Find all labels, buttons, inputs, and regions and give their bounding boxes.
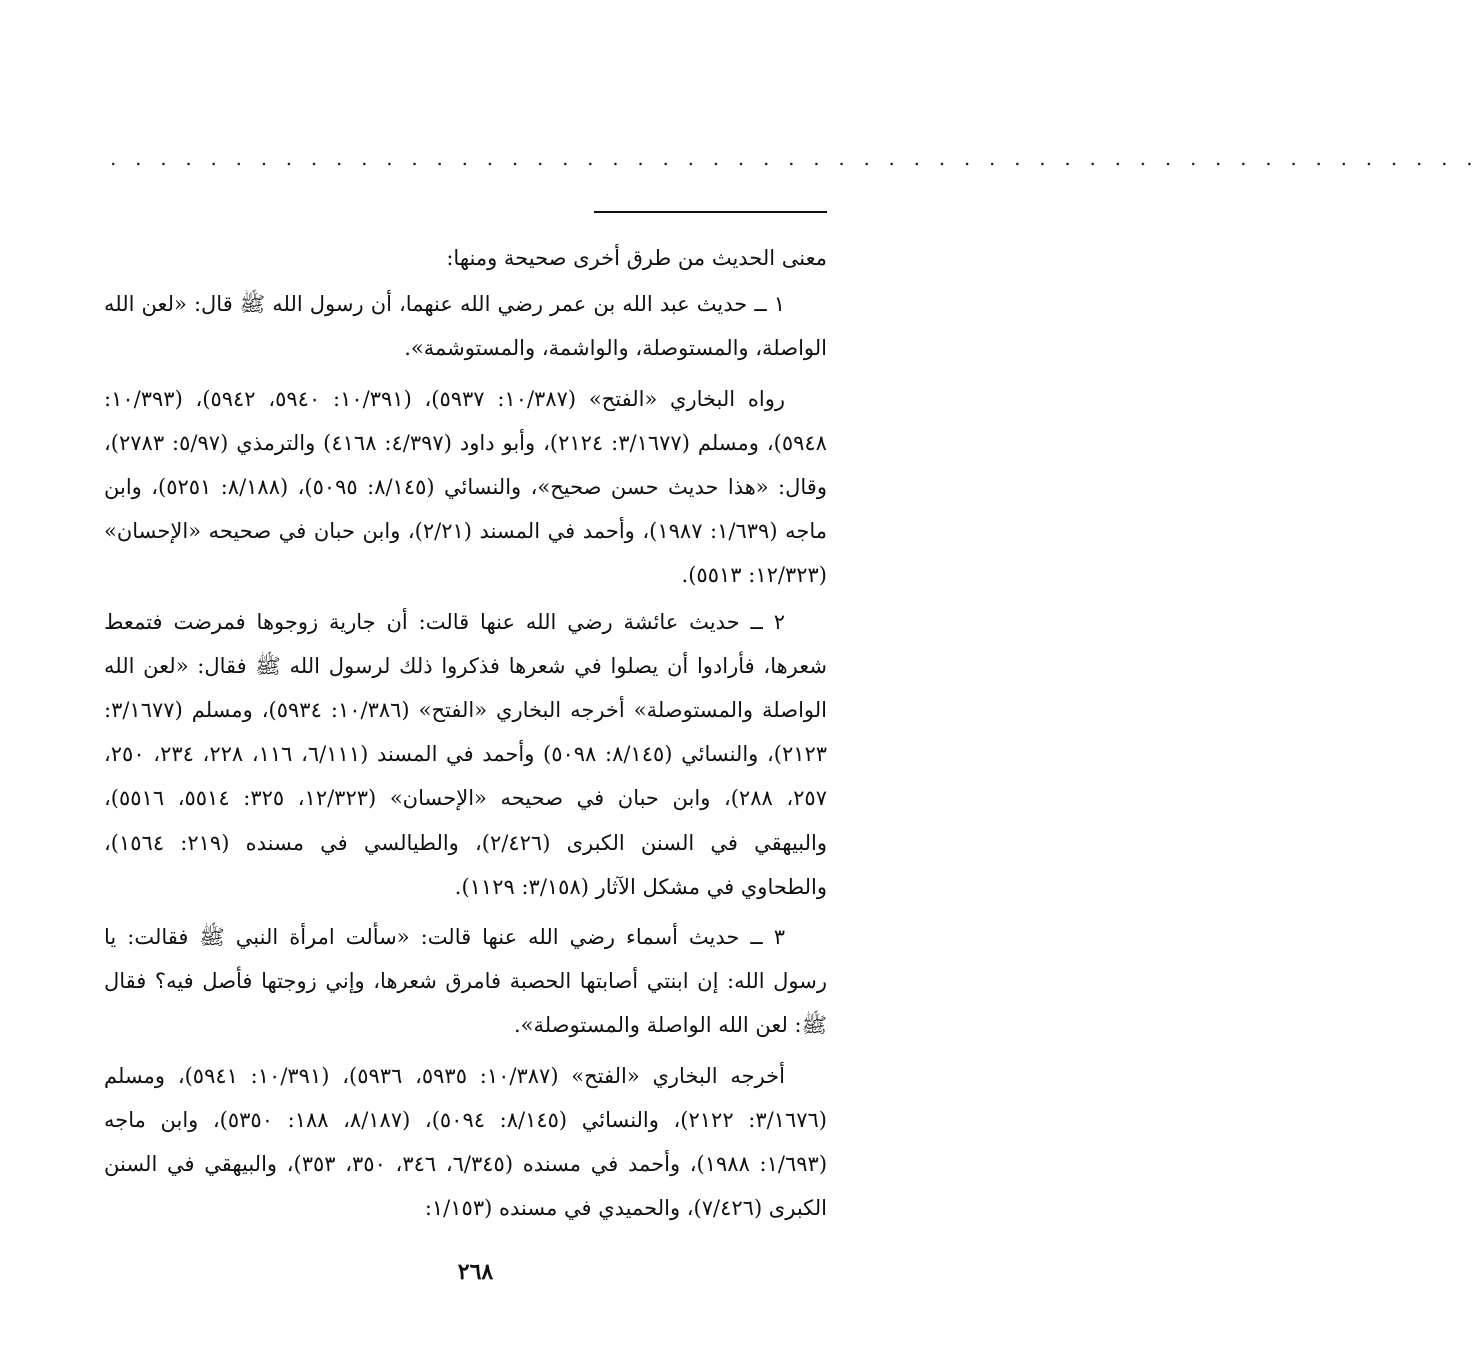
dotted-separator: . . . . . . . . . . . . . . . . . . . . . . . . . . . . . . . . . . . . . . . . . . . . . . . . . . . . . . .: [110, 146, 1479, 170]
hadith-1: ١ ــ حديث عبد الله بن عمر رضي الله عنهما، أن رسول الله ﷺ قال: «لعن الله الواصلة، والمستوصلة، والواشمة، والمستوشمة».: [104, 292, 827, 361]
hadith-1-sources: رواه البخاري «الفتح» (١٠/٣٨٧: ٥٩٣٧)، (١٠/٣٩١: ٥٩٤٠، ٥٩٤٢)، (١٠/٣٩٣: ٥٩٤٨)، ومسلم (٣/١٦٧٧: ٢١٢٤)، وأبو داود (٤/٣٩٧: ٤١٦٨) والترمذي (٥/٩٧: ٢٧٨٣)، وقال: «هذا حديث حسن صحيح»، والنسائي (٨/١٤٥: ٥٠٩٥)، (٨/١٨٨: ٥٢٥١)، وابن ماجه (١/٦٣٩: ١٩٨٧)، وأحمد في المسند (٢/٢١)، وابن حبان في صحيحه «الإحسان» (١٢/٣٢٣: ٥٥١٣).: [104, 386, 827, 588]
footnote-text: [104, 236, 827, 1232]
page-number: ٢٦٨: [457, 1259, 494, 1285]
hadith-3: ٣ ــ حديث أسماء رضي الله عنها قالت: «سألت امرأة النبي ﷺ فقالت: يا رسول الله: إن ابنتي أصابتها الحصبة فامرق شعرها، وإني زوجتها فأصل فيه؟ فقال ﷺ: لعن الله الواصلة والمستوصلة».: [104, 925, 827, 1038]
hadith-2: ٢ ــ حديث عائشة رضي الله عنها قالت: أن جارية زوجوها فمرضت فتمعط شعرها، فأرادوا أن يصلوا في شعرها فذكروا ذلك لرسول الله ﷺ فقال: «لعن الله الواصلة والمستوصلة» أخرجه البخاري «الفتح» (١٠/٣٨٦: ٥٩٣٤)، ومسلم (٣/١٦٧٧: ٢١٢٣)، والنسائي (٨/١٤٥: ٥٠٩٨) وأحمد في المسند (٦/١١١، ١١٦، ٢٢٨، ٢٣٤، ٢٥٠، ٢٥٧، ٢٨٨)، وابن حبان في صحيحه «الإحسان» (١٢/٣٢٣، ٣٢٥: ٥٥١٤، ٥٥١٦)، والبيهقي في السنن الكبرى (٢/٤٢٦)، والطيالسي في مسنده (٢١٩: ١٥٦٤)، والطحاوي في مشكل الآثار (٣/١٥٨: ١١٢٩).: [104, 609, 828, 899]
footnote-rule: [594, 211, 827, 213]
hadith-3-sources: أخرجه البخاري «الفتح» (١٠/٣٨٧: ٥٩٣٥، ٥٩٣٦)، (١٠/٣٩١: ٥٩٤١)، ومسلم (٣/١٦٧٦: ٢١٢٢)، والنسائي (٨/١٤٥: ٥٠٩٤)، (٨/١٨٧، ١٨٨: ٥٣٥٠)، وابن ماجه (١/٦٩٣: ١٩٨٨)، وأحمد في مسنده (٦/٣٤٥، ٣٤٦، ٣٥٠، ٣٥٣)، والبيهقي في السنن الكبرى (٧/٤٢٦)، والحميدي في مسنده (١/١٥٣:: [104, 1063, 828, 1221]
intro-line: معنى الحديث من طرق أخرى صحيحة ومنها:: [446, 246, 827, 270]
